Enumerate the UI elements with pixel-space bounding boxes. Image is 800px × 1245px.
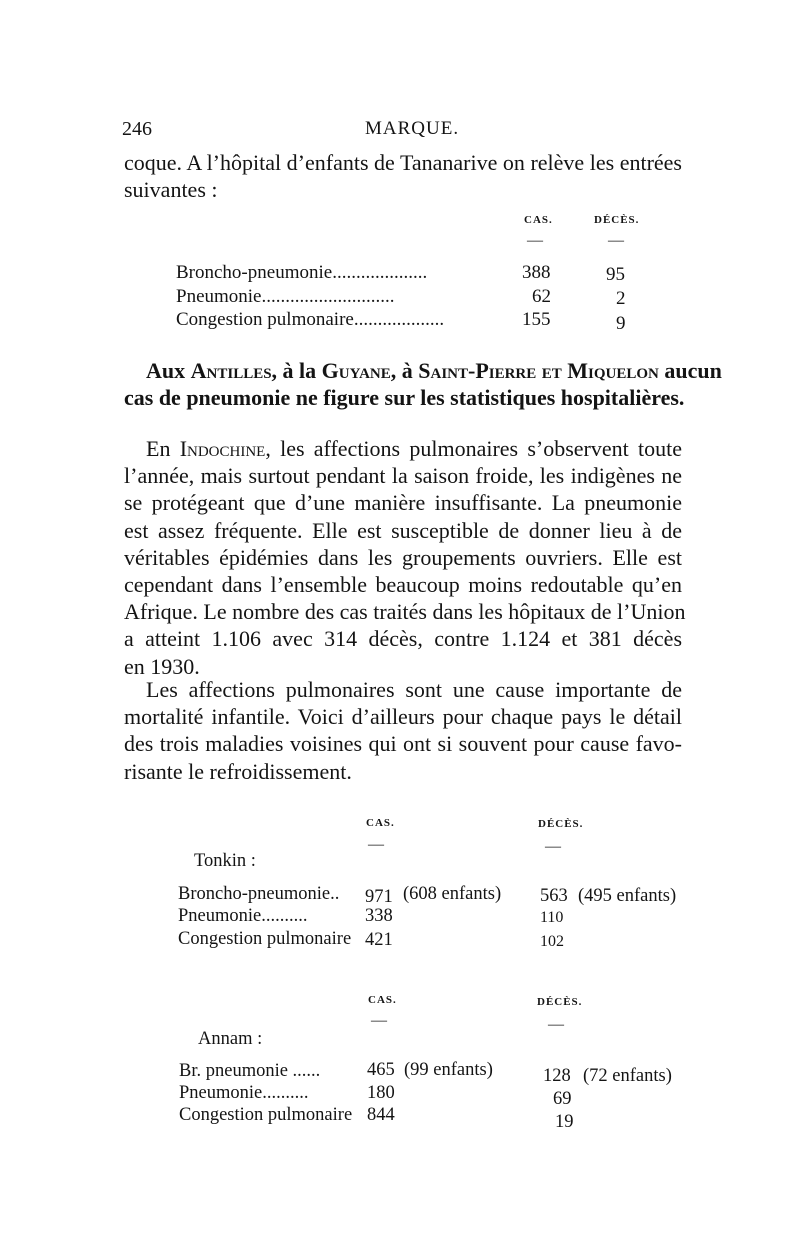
page-number: 246 xyxy=(122,118,152,140)
tonkin-row-cas: 971 xyxy=(365,887,393,907)
tonkin-region-label: Tonkin : xyxy=(194,851,256,871)
table1-row-deces: 95 xyxy=(606,264,625,285)
annam-col-deces: DÉCÈS. xyxy=(537,996,583,1008)
text-line: véritables épidémies dans les groupements ouvriers. Elle est xyxy=(124,544,682,570)
text-line: a atteint 1.106 avec 314 décès, contre 1.124 et 381 décès xyxy=(124,626,682,652)
annam-row-cas: 465 xyxy=(367,1060,395,1080)
annam-row-label: Br. pneumonie ...... xyxy=(179,1061,321,1081)
annam-row-deces: 128 xyxy=(543,1066,571,1086)
table1-row-label: Pneumonie............................ xyxy=(176,286,395,307)
text-line: cas de pneumonie ne figure sur les statistiques hospitalières. xyxy=(124,385,685,411)
table1-row-cas: 155 xyxy=(522,309,551,330)
antilles-paragraph xyxy=(124,357,722,411)
indochine-paragraph xyxy=(124,435,686,680)
text-line: Aux Antilles, à la Guyane, à Saint-Pierre et Miquelon aucun xyxy=(146,358,722,383)
annam-row-cas: 844 xyxy=(367,1105,395,1125)
annam-col-cas: CAS. xyxy=(368,994,397,1006)
place-saint-pierre-miquelon: Saint-Pierre et Miquelon xyxy=(418,358,659,383)
annam-dash-cas: — xyxy=(371,1012,387,1029)
table1-row-deces: 2 xyxy=(616,288,626,309)
tonkin-row-label: Congestion pulmonaire xyxy=(178,929,352,949)
text-line: Les affections pulmonaires sont une cause importante de xyxy=(146,677,682,702)
annam-row-cas: 180 xyxy=(367,1083,395,1103)
text-line: se protégeant que d’une manière insuffisante. La pneumonie xyxy=(124,490,682,516)
tonkin-dash-deces: — xyxy=(545,838,561,855)
annam-row-label: Pneumonie.......... xyxy=(179,1083,309,1103)
annam-row-cas-note: (99 enfants) xyxy=(404,1060,493,1080)
tonkin-row-deces: 563 xyxy=(540,886,568,906)
text-line: mortalité infantile. Voici d’ailleurs pour chaque pays le détail xyxy=(124,704,682,730)
tonkin-row-deces-note: (495 enfants) xyxy=(578,886,677,906)
place-guyane: Guyane xyxy=(321,358,391,383)
tonkin-row-label: Broncho-pneumonie.. xyxy=(178,884,340,904)
annam-row-deces: 19 xyxy=(555,1112,574,1132)
running-title: MARQUE. xyxy=(365,118,460,139)
annam-row-deces: 69 xyxy=(553,1089,572,1109)
tonkin-col-cas: CAS. xyxy=(366,817,395,829)
table1-dash-cas: — xyxy=(527,232,543,249)
place-antilles: Antilles xyxy=(190,358,272,383)
table1-dash-deces: — xyxy=(608,232,624,249)
table1-row-label: Congestion pulmonaire................... xyxy=(176,309,445,330)
tonkin-col-deces: DÉCÈS. xyxy=(538,818,584,830)
text-line: En Indochine, les affections pulmonaires s’observent toute xyxy=(146,436,682,461)
text-line: l’année, mais surtout pendant la saison froide, les indigènes ne xyxy=(124,463,682,489)
text-line: cependant dans l’ensemble beaucoup moins redoutable qu’en xyxy=(124,572,682,598)
tonkin-row-cas: 338 xyxy=(365,906,393,926)
table1-row-deces: 9 xyxy=(616,313,626,334)
affections-paragraph xyxy=(124,676,682,785)
annam-row-deces-note: (72 enfants) xyxy=(583,1066,672,1086)
intro-paragraph xyxy=(124,149,682,203)
annam-dash-deces: — xyxy=(548,1016,564,1033)
tonkin-row-deces: 102 xyxy=(540,933,564,950)
text-line: risante le refroidissement. xyxy=(124,758,352,784)
tonkin-row-label: Pneumonie.......... xyxy=(178,906,308,926)
annam-row-label: Congestion pulmonaire xyxy=(179,1105,353,1125)
table1-row-cas: 388 xyxy=(522,262,551,283)
text-line: en 1930. xyxy=(124,653,200,679)
table1-col-deces: DÉCÈS. xyxy=(594,214,640,226)
annam-region-label: Annam : xyxy=(198,1029,263,1049)
table1-row-cas: 62 xyxy=(532,286,551,307)
table1-row-label: Broncho-pneumonie.................... xyxy=(176,262,428,283)
text-line: des trois maladies voisines qui ont si souvent pour cause favo- xyxy=(124,731,682,757)
tonkin-row-deces: 110 xyxy=(540,909,564,926)
text-line: suivantes : xyxy=(124,177,218,203)
text-line: Afrique. Le nombre des cas traités dans les hôpitaux de l’Union xyxy=(124,599,686,625)
text-line: coque. A l’hôpital d’enfants de Tananarive on relève les entrées xyxy=(124,150,682,175)
table1-col-cas: CAS. xyxy=(524,214,553,226)
tonkin-dash-cas: — xyxy=(368,836,384,853)
text-line: est assez fréquente. Elle est susceptible de donner lieu à de xyxy=(124,517,682,543)
tonkin-row-cas: 421 xyxy=(365,930,393,950)
tonkin-row-cas-note: (608 enfants) xyxy=(403,884,502,904)
place-indochine: Indochine xyxy=(179,436,266,461)
